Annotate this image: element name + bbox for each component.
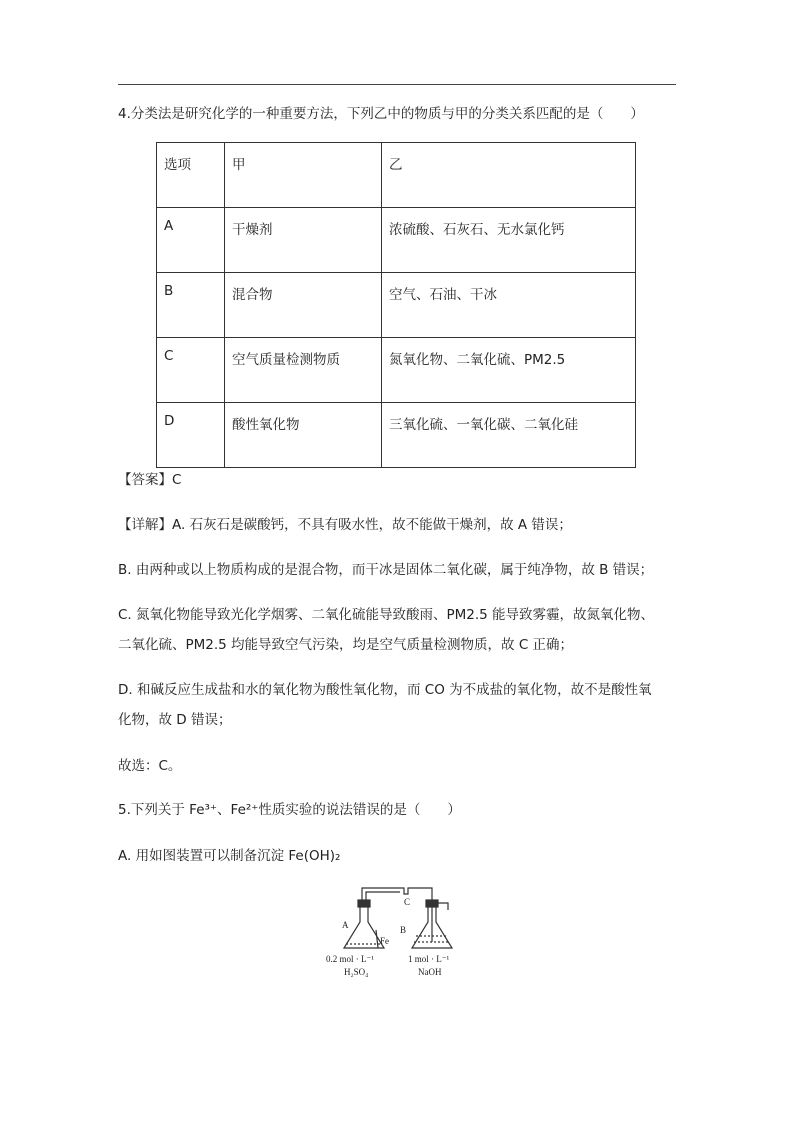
- label-a: A: [342, 920, 349, 930]
- explain-b: B. 由两种或以上物质构成的是混合物，而干冰是固体二氧化碳，属于纯净物，故 B 错误；: [118, 562, 654, 578]
- table-row: [157, 403, 636, 468]
- label-b: B: [400, 925, 407, 935]
- cell-option: C: [157, 338, 225, 403]
- header-cell-yi: 乙: [382, 143, 636, 208]
- explain-c2: 二氧化硫、PM2.5 均能导致空气污染，均是空气质量检测物质，故 C 正确；: [118, 637, 574, 653]
- table-row: [157, 208, 636, 273]
- q4-stem: 4.分类法是研究化学的一种重要方法，下列乙中的物质与甲的分类关系匹配的是（ ）: [118, 106, 644, 122]
- cell-yi: 浓硫酸、石灰石、无水氯化钙: [382, 208, 636, 273]
- q5-option-a: A. 用如图装置可以制备沉淀 Fe(OH)₂: [118, 848, 341, 864]
- cell-option: D: [157, 403, 225, 468]
- conc-a: 0.2 mol · L⁻¹: [326, 954, 374, 964]
- cell-jia: 空气质量检测物质: [225, 338, 382, 403]
- flask-a: [344, 900, 384, 948]
- header-rule: [118, 84, 676, 85]
- apparatus-diagram: [320, 884, 480, 984]
- label-c: C: [404, 897, 411, 907]
- header-cell-jia: 甲: [225, 143, 382, 208]
- conc-b: 1 mol · L⁻¹: [408, 954, 450, 964]
- cell-jia: 酸性氧化物: [225, 403, 382, 468]
- header-cell-option: 选项: [157, 143, 225, 208]
- table-row: [157, 143, 636, 208]
- explain-c1: C. 氮氧化物能导致光化学烟雾、二氧化硫能导致酸雨、PM2.5 能导致雾霾，故氮氧化物、: [118, 607, 655, 623]
- options-table: [156, 142, 636, 468]
- solution-b: NaOH: [418, 967, 442, 977]
- cell-jia: 混合物: [225, 273, 382, 338]
- explain-a: 【详解】A. 石灰石是碳酸钙，不具有吸水性，故不能做干燥剂，故 A 错误；: [118, 517, 572, 533]
- solution-a: H₂SO₄: [344, 967, 369, 977]
- cell-option: A: [157, 208, 225, 273]
- q5-stem: 5.下列关于 Fe³⁺、Fe²⁺性质实验的说法错误的是（ ）: [118, 802, 461, 818]
- cell-yi: 氮氧化物、二氧化硫、PM2.5: [382, 338, 636, 403]
- answer-line: 【答案】C: [118, 472, 182, 488]
- explain-choose: 故选：C。: [118, 758, 182, 774]
- cell-jia: 干燥剂: [225, 208, 382, 273]
- explain-d2: 化物，故 D 错误；: [118, 712, 232, 728]
- table-row: [157, 338, 636, 403]
- explain-d1: D. 和碱反应生成盐和水的氧化物为酸性氧化物，而 CO 为不成盐的氧化物，故不是酸性氧: [118, 682, 652, 698]
- cell-yi: 空气、石油、干冰: [382, 273, 636, 338]
- label-fe: Fe: [380, 936, 389, 946]
- cell-option: B: [157, 273, 225, 338]
- table-row: [157, 273, 636, 338]
- cell-yi: 三氧化硫、一氧化碳、二氧化硅: [382, 403, 636, 468]
